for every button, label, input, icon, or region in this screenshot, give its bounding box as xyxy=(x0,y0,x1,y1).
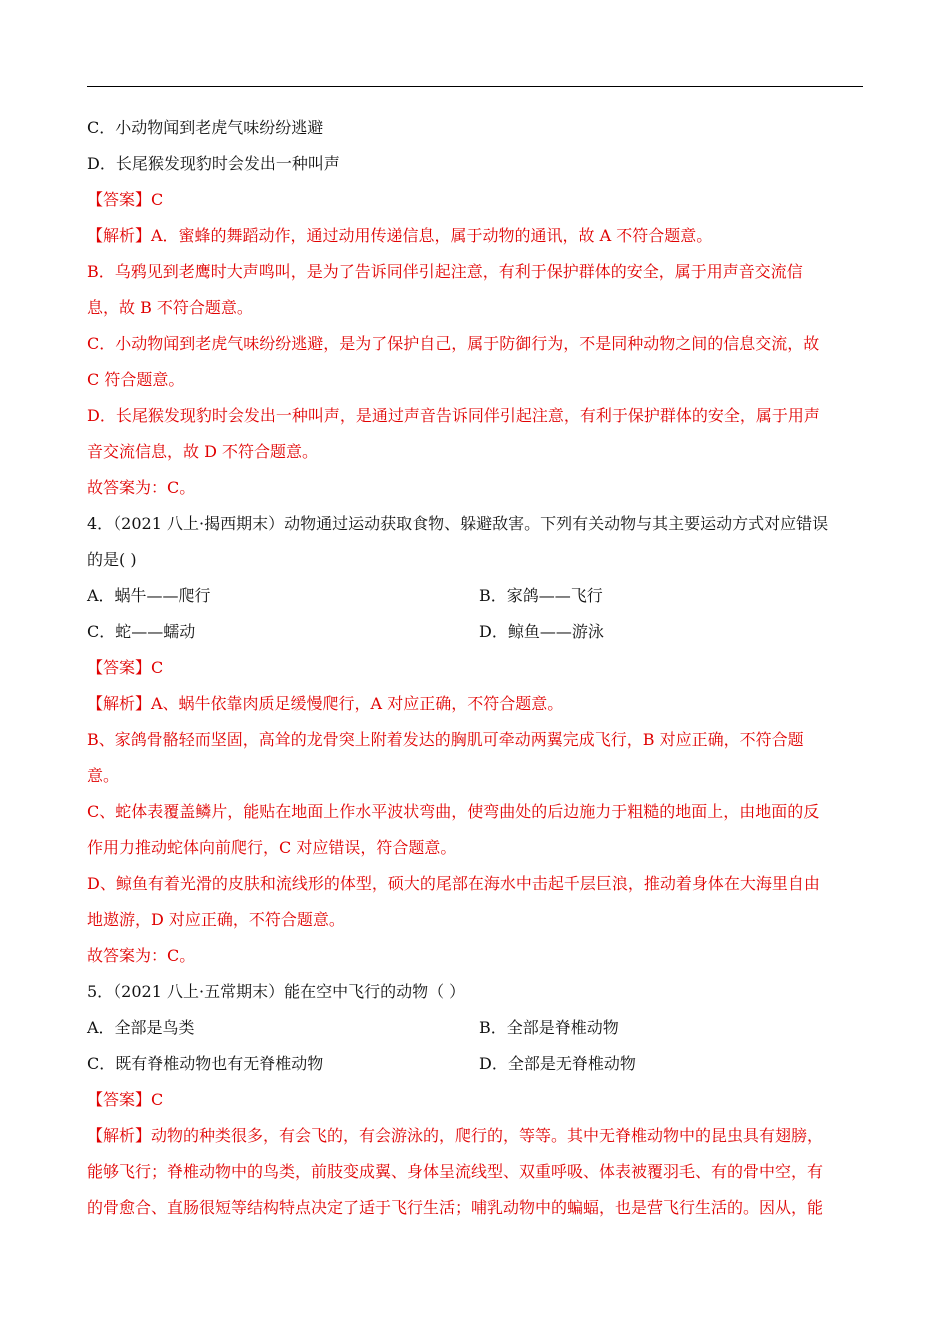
q4-analysis-line: 作用力推动蛇体向前爬行，C 对应错误，符合题意。 xyxy=(87,838,457,857)
q5-options-row xyxy=(87,1010,863,1046)
q4-conclusion: 故答案为：C。 xyxy=(87,946,196,965)
q4-answer: 【答案】C xyxy=(87,658,164,677)
q3-conclusion: 故答案为：C。 xyxy=(87,478,196,497)
q5-stem: 5．（2021 八上·五常期末）能在空中飞行的动物（ ） xyxy=(87,982,466,1001)
q4-option-d: D．鲸鱼——游泳 xyxy=(479,622,604,641)
q4-analysis-line: D、鲸鱼有着光滑的皮肤和流线形的体型，硕大的尾部在海水中击起千层巨浪，推动着身体在大海里自由 xyxy=(87,874,820,893)
q5-options-row xyxy=(87,1046,863,1082)
q3-analysis-line: B．乌鸦见到老鹰时大声鸣叫，是为了告诉同伴引起注意，有利于保护群体的安全，属于用声音交流信 xyxy=(87,262,803,281)
q3-option-c: C．小动物闻到老虎气味纷纷逃避 xyxy=(87,118,324,137)
q4-analysis-line: 【解析】A、蜗牛依靠肉质足缓慢爬行，A 对应正确，不符合题意。 xyxy=(87,694,564,713)
q5-answer: 【答案】C xyxy=(87,1090,164,1109)
q4-analysis-line: C、蛇体表覆盖鳞片，能贴在地面上作水平波状弯曲，使弯曲处的后边施力于粗糙的地面上，由地面的反 xyxy=(87,802,820,821)
q5-option-c: C．既有脊椎动物也有无脊椎动物 xyxy=(87,1054,324,1073)
q3-analysis-line: C 符合题意。 xyxy=(87,370,185,389)
q3-analysis-line: C．小动物闻到老虎气味纷纷逃避，是为了保护自己，属于防御行为，不是同种动物之间的信息交流，故 xyxy=(87,334,820,353)
document-body xyxy=(87,110,863,1226)
header-rule xyxy=(87,86,863,87)
q5-option-b: B．全部是脊椎动物 xyxy=(479,1018,619,1037)
q5-option-d: D．全部是无脊椎动物 xyxy=(479,1054,636,1073)
q4-analysis-line: 意。 xyxy=(87,766,120,785)
q4-option-b: B．家鸽——飞行 xyxy=(479,586,603,605)
q3-option-d: D．长尾猴发现豹时会发出一种叫声 xyxy=(87,154,340,173)
q4-analysis-line: B、家鸽骨骼轻而坚固，高耸的龙骨突上附着发达的胸肌可牵动两翼完成飞行，B 对应正确，不符合题 xyxy=(87,730,804,749)
q4-options-row xyxy=(87,614,863,650)
q4-options-row xyxy=(87,578,863,614)
q3-answer: 【答案】C xyxy=(87,190,164,209)
q5-option-a: A．全部是鸟类 xyxy=(87,1018,195,1037)
q3-analysis-line: 【解析】A．蜜蜂的舞蹈动作，通过动用传递信息，属于动物的通讯，故 A 不符合题意。 xyxy=(87,226,713,245)
q4-stem: 的是( ) xyxy=(87,550,137,569)
q3-analysis-line: 息，故 B 不符合题意。 xyxy=(87,298,253,317)
q4-option-a: A．蜗牛——爬行 xyxy=(87,586,211,605)
q5-analysis-line: 【解析】动物的种类很多，有会飞的，有会游泳的，爬行的，等等。其中无脊椎动物中的昆虫具有翅膀， xyxy=(87,1126,824,1145)
q4-option-c: C．蛇——蠕动 xyxy=(87,622,196,641)
q3-analysis-line: D．长尾猴发现豹时会发出一种叫声，是通过声音告诉同伴引起注意，有利于保护群体的安全，属于用声 xyxy=(87,406,820,425)
q3-analysis-line: 音交流信息，故 D 不符合题意。 xyxy=(87,442,319,461)
q4-analysis-line: 地遨游，D 对应正确，不符合题意。 xyxy=(87,910,345,929)
q4-stem: 4．（2021 八上·揭西期末）动物通过运动获取食物、躲避敌害。下列有关动物与其主要运动方式对应错误 xyxy=(87,514,829,533)
q5-analysis-line: 能够飞行；脊椎动物中的鸟类，前肢变成翼、身体呈流线型、双重呼吸、体表被覆羽毛、有的骨中空，有 xyxy=(87,1162,824,1181)
q5-analysis-line: 的骨愈合、直肠很短等结构特点决定了适于飞行生活；哺乳动物中的蝙蝠，也是营飞行生活的。因从，能 xyxy=(87,1198,824,1217)
